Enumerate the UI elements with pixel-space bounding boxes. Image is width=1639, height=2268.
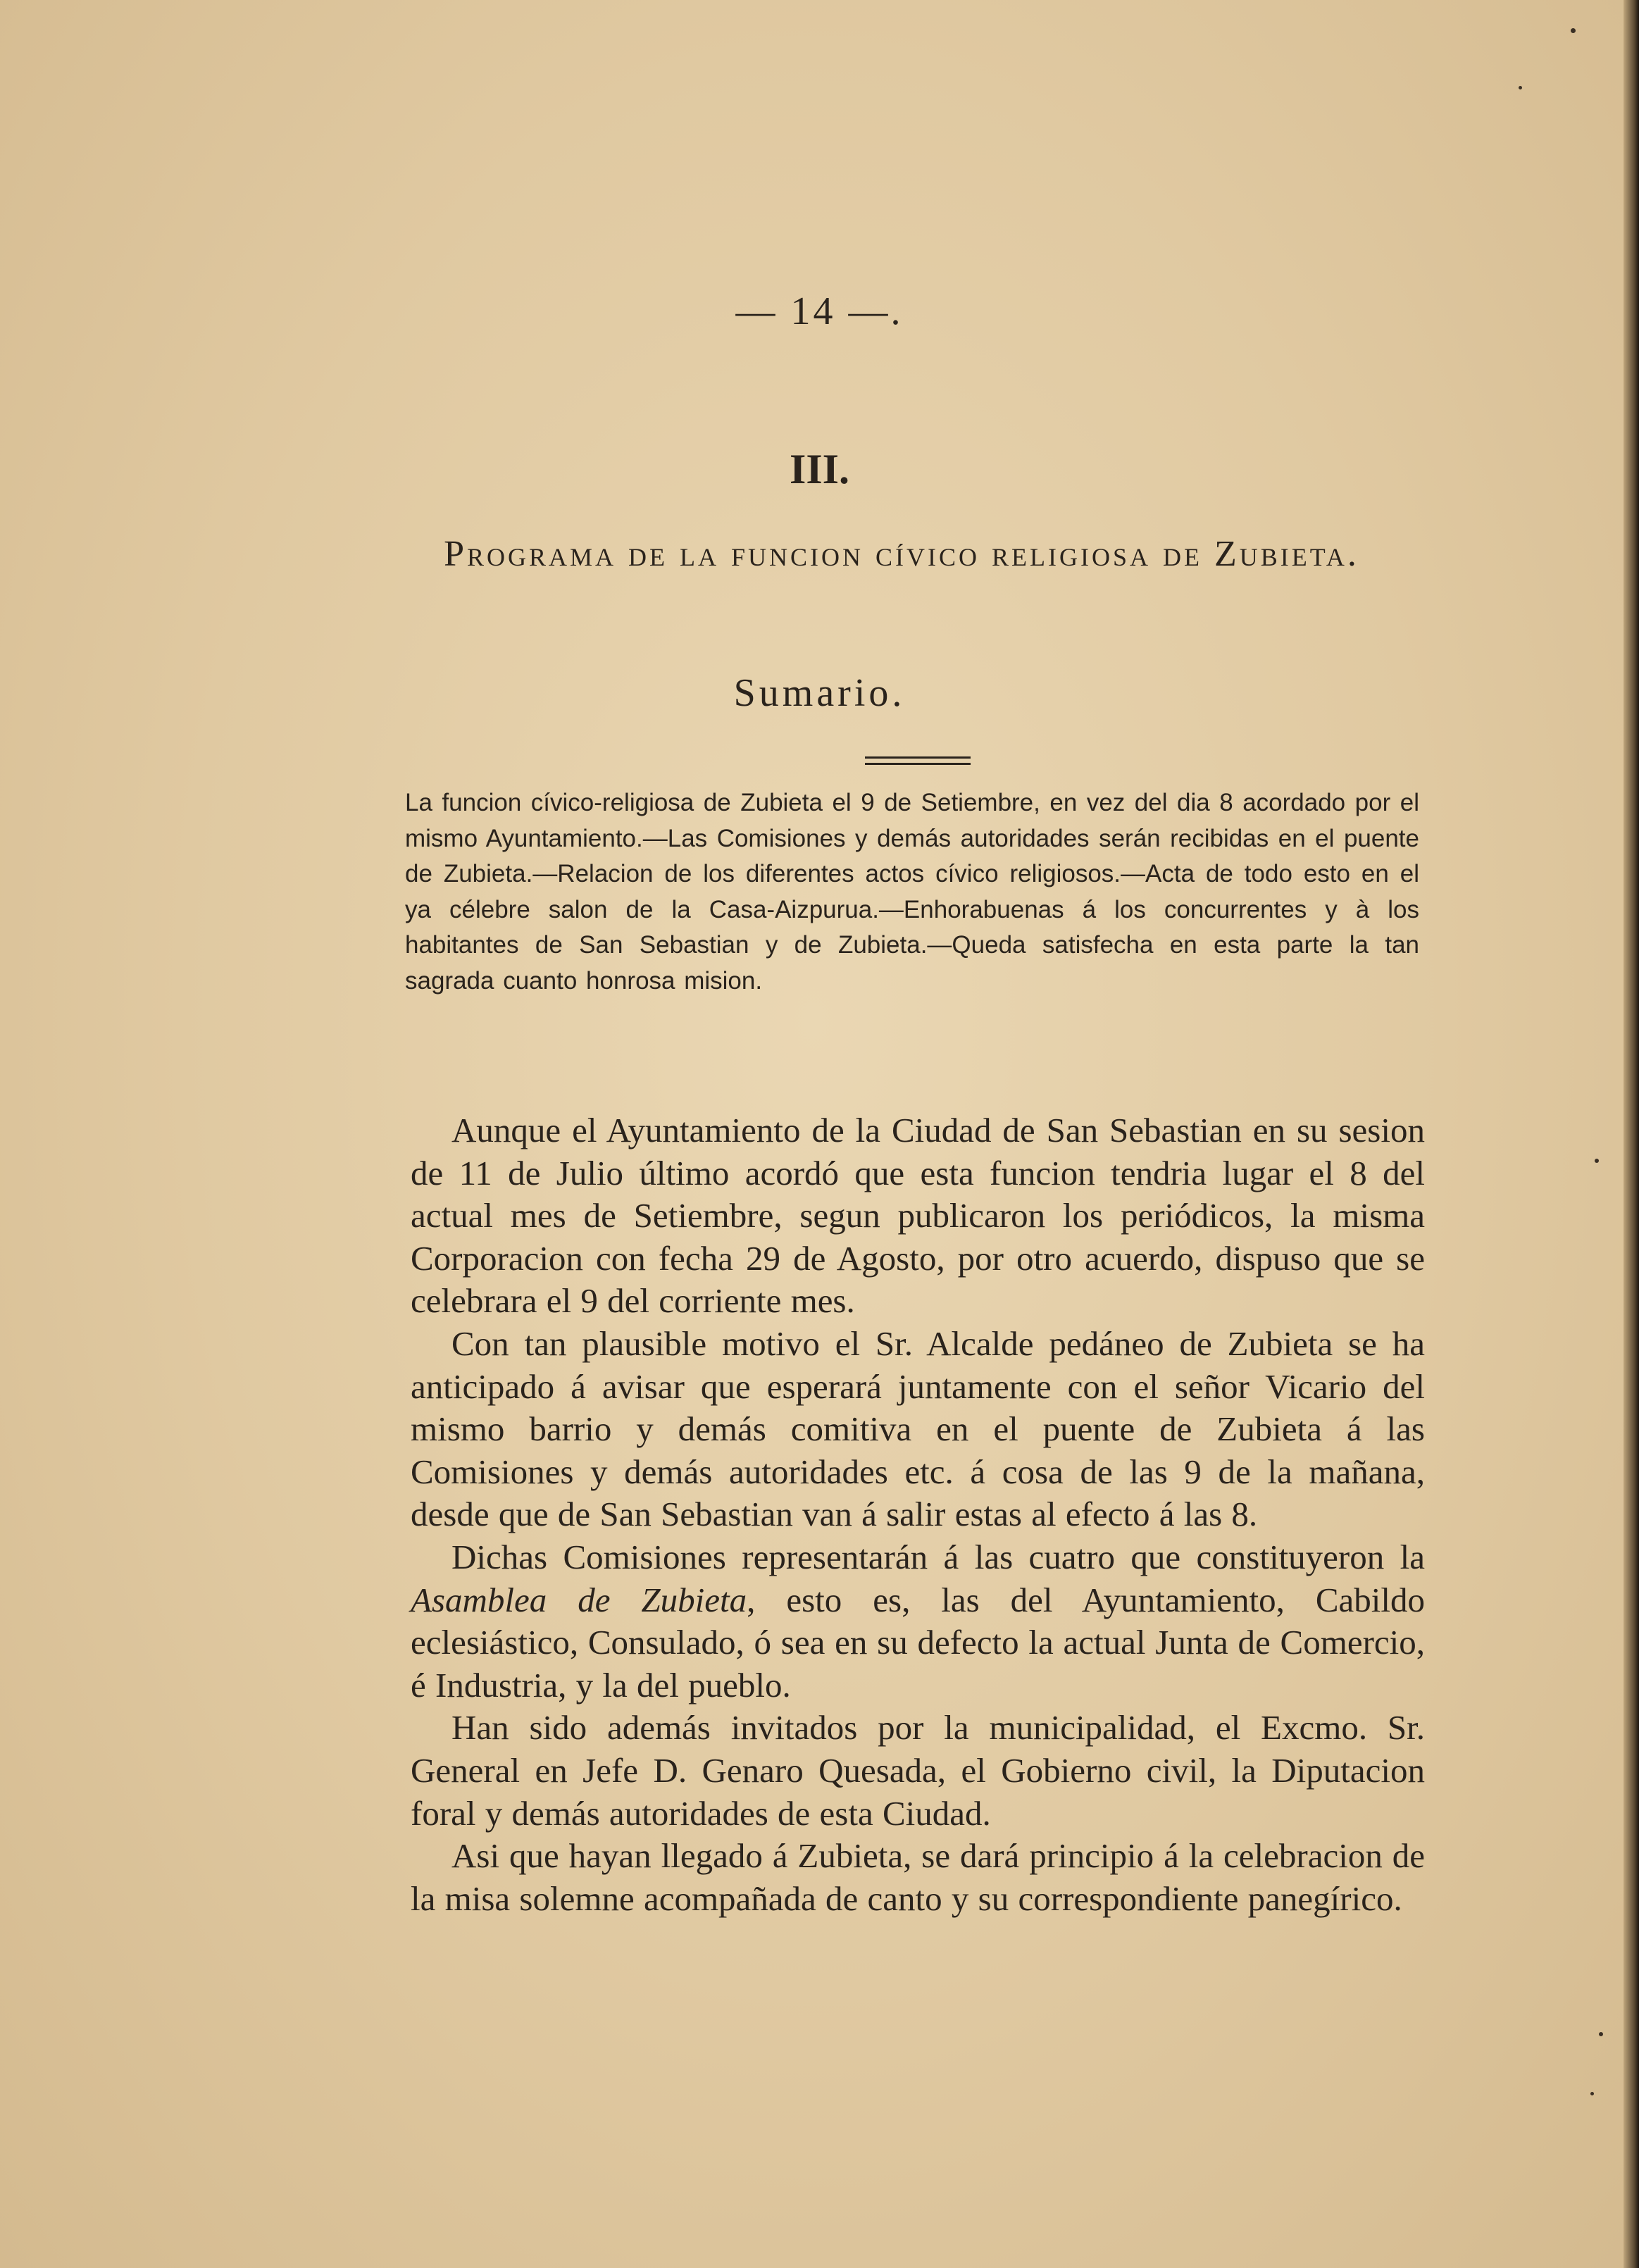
summary-heading: Sumario.: [733, 671, 906, 715]
paragraph-3-italic-title: Asamblea de Zubieta: [411, 1580, 747, 1619]
paragraph-3: [411, 1536, 1425, 1707]
paragraph-1: Aunque el Ayuntamiento de la Ciudad de San Sebastian en su sesion de 11 de Julio último acordó que esta funcion tendria lugar el 8 del actual mes de Setiembre, segun publicaron los periódicos, la misma Corporacion con fecha 29 de Agosto, por otro acuerdo, dispuso que se celebrara el 9 del corriente mes.: [411, 1111, 1425, 1321]
paragraph-3-text-start: Dichas Comisiones representarán á las cuatro que constituyeron la: [451, 1537, 1425, 1576]
divider-rule-lower: [865, 763, 971, 765]
page-number: — 14 —.: [735, 289, 904, 333]
section-title: Programa de la funcion cívico religiosa de Zubieta.: [444, 534, 1359, 574]
divider-rule-upper: [865, 756, 971, 759]
page-edge-shadow: [1624, 0, 1639, 2268]
body-text: [411, 1109, 1425, 1920]
paragraph-2: Con tan plausible motivo el Sr. Alcalde pedáneo de Zubieta se ha anticipado á avisar que esperará juntamente con el señor Vicario del mismo barrio y demás comitiva en el puente de Zubieta á las Comisiones y demás autoridades etc. á cosa de las 9 de la mañana, desde que de San Sebastian van á salir estas al efecto á las 8.: [411, 1323, 1425, 1534]
summary-text: La funcion cívico-religiosa de Zubieta el 9 de Setiembre, en vez del dia 8 acordado por el mismo Ayuntamiento.—Las Comisiones y demás autoridades serán recibidas en el puente de Zubieta.—Relacion de los diferentes actos cívico religiosos.—Acta de todo esto en el ya célebre salon de la Casa-Aizpurua.—Enhorabuenas á los concurrentes y à los habitantes de San Sebastian y de Zubieta.—Queda satisfecha en esta parte la tan sagrada cuanto honrosa mision.: [405, 789, 1419, 995]
paper-speck: [1571, 28, 1576, 33]
paper-speck: [1599, 2032, 1603, 2036]
section-number: III.: [789, 446, 850, 492]
paragraph-5: Asi que hayan llegado á Zubieta, se dará principio á la celebracion de la misa solemne acompañada de canto y su correspondiente panegírico.: [411, 1836, 1425, 1918]
paper-speck: [1519, 86, 1522, 89]
paper-speck: [1595, 1159, 1599, 1163]
paragraph-3-text-end: , esto es, las del Ayuntamiento, Cabildo eclesiástico, Consulado, ó sea en su defecto la actual Junta de Comercio, é Industria, y la del pueblo.: [411, 1580, 1425, 1705]
paper-speck: [1590, 2092, 1594, 2095]
paragraph-4: Han sido además invitados por la municipalidad, el Excmo. Sr. General en Jefe D. Genaro Quesada, el Gobierno civil, la Diputacion foral y demás autoridades de esta Ciudad.: [411, 1708, 1425, 1833]
